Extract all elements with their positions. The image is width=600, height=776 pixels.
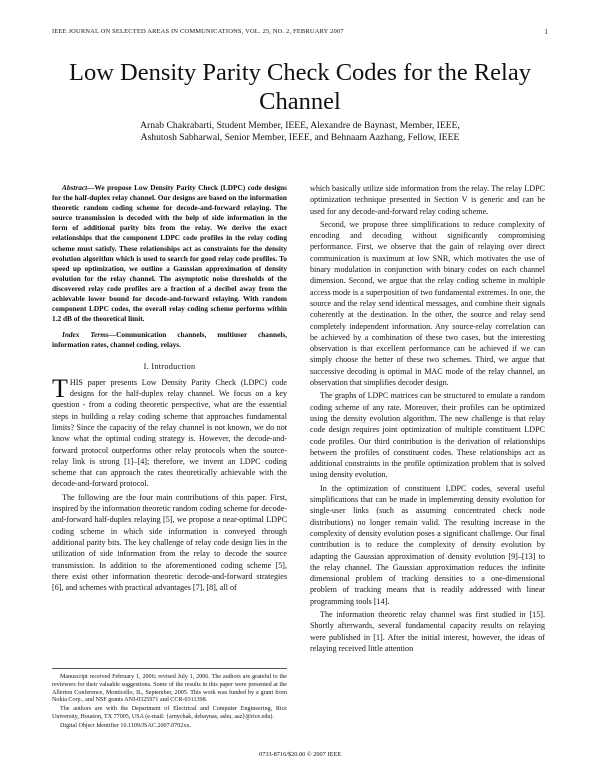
journal-header: IEEE JOURNAL ON SELECTED AREAS IN COMMUNICATIONS, VOL. 25, NO. 2, FEBRUARY 2007 [52, 28, 344, 35]
left-column [52, 183, 287, 593]
intro-paragraph-2: The following are the four main contributions of this paper. First, inspired by the information theoretic random coding scheme for decode-and-forward half-duplex relaying [5], we propose a near-optimal LDPC coding scheme in which side information is conveyed through additional parity bits. The key challenge of relay code design lies in the utilization of side information from the relay to decode the source transmission. In addition to the aforementioned coding scheme [5], there exist other information theoretic decode-and-forward strategies [6], and schemes with practical advantages [7], [8], all of [52, 492, 287, 593]
footnotes [52, 668, 287, 732]
right-paragraph-4: The information theoretic relay channel was first studied in [15]. Shortly afterwards, several fundamental capacity results on relaying were published in [1]. After the initial interest, however, the ideas of relaying received little attention [310, 609, 545, 653]
abstract-text: —We propose Low Density Parity Check (LDPC) code designs for the half-duplex relay channel. Our designs are based on the information theoretic random coding scheme for decode-and-forward relaying. The source transmission is decoded with the help of side information in the form of additional parity bits from the relay. We derive the exact relationships that the component LDPC code profiles in the relay coding scheme must satisfy. These relationships act as constraints for the density evolution algorithm which is used to search for good relay code profiles. To speed up optimization, we outline a Gaussian approximation of density evolution for the relay channel. The asymptotic noise thresholds of the discovered relay code profiles are a fraction of a decibel away from the achievable lower bound for decode-and-forward relaying. With random component LDPC codes, the overall relay coding scheme performs within 1.2 dB of the theoretical limit. [52, 183, 287, 324]
intro-paragraph-1-text: HIS paper presents Low Density Parity Check (LDPC) code designs for the half-duplex relay channel. We focus on a key question - from a coding theoretic perspective, what are the essential steps in building a relay coding scheme that approaches fundamental limits? Since the capacity of the relay channel is not known, we do not know what the optimal coding strategy is. However, the decode-and-forward protocol outperforms other relay protocols when the source-relay link is strong [1]–[4]; therefore, we invent an LDPC coding scheme that can approach the rates theoretically achievable with the decode-and-forward protocol. [52, 377, 287, 489]
footnote-doi: Digital Object Identifier 10.1109/JSAC.2007.0702xx. [60, 722, 191, 729]
right-paragraph-1: Second, we propose three simplifications to reduce complexity of encoding and decoding without significantly compromising performance. First, we observe that the gain of relaying over direct communication is maximum at low SNR, which motivates the use of binary modulation in conjunction with binary codes on each channel dimension. Second, we argue that the relay coding scheme in multiple access mode is a superposition of two fundamental extremes. In one, the source and the relay send identical messages, and combine their signals coherently at the destination. In the other, the source and relay send completely independent information. Any source-relay correlation can be achieved by a combination of these two cases, but the interesting observation is that excellent performance can be achieved if we can simply choose the better of these two schemes. Third, we argue that successive decoding is optimal in MAC mode of the relay channel, an observation that simplifies decoder design. [310, 219, 545, 388]
right-paragraph-0: which basically utilize side information from the relay. The relay LDPC optimization technique presented in Section V is generic and can be used for any decode-and-forward relay coding scheme. [310, 184, 545, 216]
abstract [52, 183, 287, 324]
drop-cap: T [52, 373, 68, 403]
author-list [60, 120, 540, 145]
right-column [310, 183, 545, 654]
index-terms [52, 330, 287, 350]
abstract-label: Abstract [62, 183, 88, 192]
index-terms-label: Index Terms [62, 330, 109, 340]
index-terms-text: —Communication channels, multiuser channels, information rates, channel coding, relays. [52, 330, 288, 350]
running-header [52, 28, 548, 40]
author-line-2: Ashutosh Sabharwal, Senior Member, IEEE, and Behnaam Aazhang, Fellow, IEEE [140, 132, 460, 144]
intro-paragraph-1 [52, 373, 287, 490]
copyright-footer: 0733-8716/$20.00 © 2007 IEEE [258, 751, 342, 758]
page-number: 1 [544, 28, 548, 36]
footnote-affiliation: The authors are with the Department of Electrical and Computer Engineering, Rice University, Houston, TX 77005, USA (e-mail: {arnychak, debaynas, ashu, aaz}@rice.edu). [52, 706, 287, 720]
section-heading-introduction: I. Introduction [143, 361, 196, 371]
footnote-manuscript: Manuscript received February 1, 2006; revised July 1, 2006. The authors are grateful to the reviewers for their valuable suggestions. Some of the results in this paper were presented at the Allerton Conference, Monticello, IL, September, 2005. This work was funded by a grant from Nokia Corp., and NSF grants ANI-0325971 and CCR-0311398. [52, 674, 287, 704]
author-line-1: Arnab Chakrabarti, Student Member, IEEE, Alexandre de Baynast, Member, IEEE, [140, 120, 460, 131]
paper-title: Low Density Parity Check Codes for the Relay Channel [68, 59, 531, 115]
right-paragraph-2: The graphs of LDPC matrices can be structured to emulate a random coding scheme of any rate. Moreover, their profiles can be optimized using the density evolution algorithm. The new challenge is that relay code design requires joint optimization of multiple constituent LDPC code profiles. Our third contribution is the derivation of relationships between the profiles of constituent codes. These relationships act as additional constraints in the profile optimization problem that is solved using density evolution. [310, 391, 545, 480]
right-paragraph-3: In the optimization of constituent LDPC codes, several useful simplifications that can be made in implementing density evolution for single-user links (such as assuming concentrated check node distributions) no longer remain valid. The resulting increase in the complexity of density evolution poses a significant challenge. Our final contribution is to reduce the complexity of density evolution by adapting the Gaussian approximation of density evolution [9]–[13] to the relay channel. The Gaussian approximation reduces the infinite dimensional problem of tracking densities to a one-dimensional problem of tracking means that is readily addressed with linear programming tools [14]. [310, 483, 545, 606]
